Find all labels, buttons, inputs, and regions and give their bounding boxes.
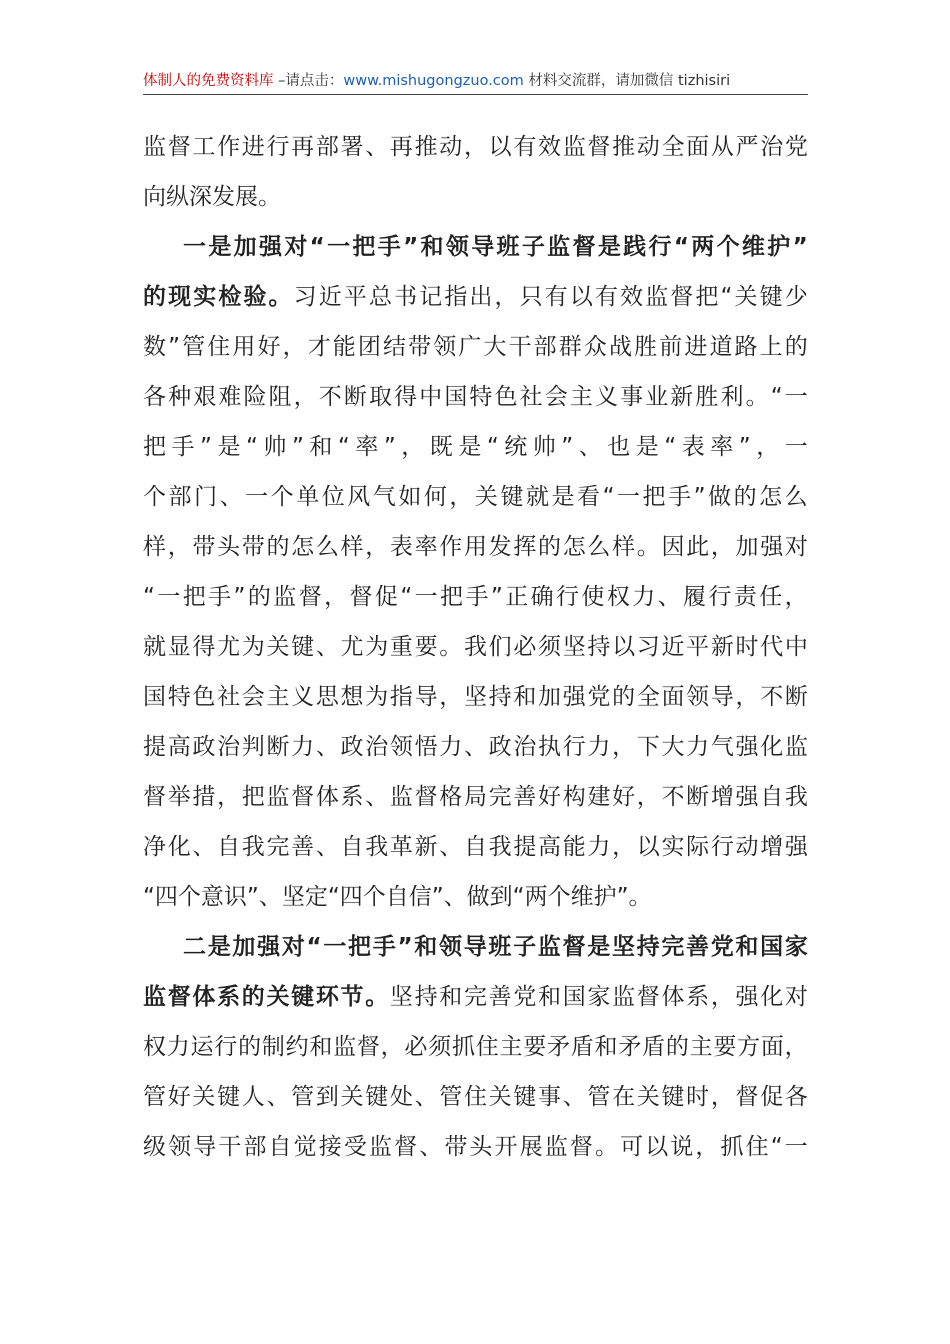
header-note: 材料交流群，请加微信 tizhisiri (523, 73, 731, 89)
text-line: 提 高 政 治 判 断 力 、 政 治 领 悟 力 、 政 治 执 行 力 ， 下 大 力 气 强 化 监 (143, 734, 808, 760)
text-line: 数 ” 管 住 用 好 ， 才 能 团 结 带 领 广 大 干 部 群 众 战 胜 前 进 道 路 上 的 (143, 334, 808, 360)
text-line: 一 是 加 强 对 “ 一 把 手 ” 和 领 导 班 子 监 督 是 践 行 “ 两 个 维 护 ” (183, 234, 808, 260)
text-line: 督 举 措 ， 把 监 督 体 系 、 监 督 格 局 完 善 好 构 建 好 ， 不 断 增 强 自 我 (143, 784, 808, 810)
text-line: 把 手 ” 是 “ 帅 ” 和 “ 率 ” ， 既 是 “ 统 帅 ” 、 也 是 “ 表 率 ” ， 一 (143, 434, 808, 460)
text-line: “四个意识”、坚定“四个自信”、做到“两个维护”。 (143, 884, 652, 910)
text-line: 管 好 关 键 人 、 管 到 关 键 处 、 管 住 关 键 事 、 管 在 关 键 时 ， 督 促 各 (143, 1084, 808, 1110)
text-line: “ 一 把 手 ” 的 监 督 ， 督 促 “ 一 把 手 ” 正 确 行 使 权 力 、 履 行 责 任 ， (143, 584, 808, 610)
text-line: 向纵深发展。 (143, 184, 281, 210)
document-body (143, 122, 808, 1172)
text-line: 各 种 艰 难 险 阻 ， 不 断 取 得 中 国 特 色 社 会 主 义 事 业 新 胜 利 。 “ 一 (143, 384, 808, 410)
text-line: 级 领 导 干 部 自 觉 接 受 监 督 、 带 头 开 展 监 督 。 可 以 说 ， 抓 住 “ 一 (143, 1134, 808, 1160)
text-line: 个 部 门 、 一 个 单 位 风 气 如 何 ， 关 键 就 是 看 “ 一 把 手 ” 做 的 怎 么 (143, 484, 808, 510)
text-line: 监 督 工 作 进 行 再 部 署 、 再 推 动 ， 以 有 效 监 督 推 动 全 面 从 严 治 党 (143, 134, 808, 160)
header-prompt: –请点击： (273, 73, 344, 89)
text-line: 的 现 实 检 验 。 习 近 平 总 书 记 指 出 ， 只 有 以 有 效 监 督 把 “ 关 键 少 (143, 284, 808, 310)
text-line: 净 化 、 自 我 完 善 、 自 我 革 新 、 自 我 提 高 能 力 ， 以 实 际 行 动 增 强 (143, 834, 808, 860)
header-link[interactable]: www.mishugongzuo.com (343, 73, 524, 89)
text-line: 样 ， 带 头 带 的 怎 么 样 ， 表 率 作 用 发 挥 的 怎 么 样 。 因 此 ， 加 强 对 (143, 534, 808, 560)
page-header (143, 70, 808, 95)
text-line: 国 特 色 社 会 主 义 思 想 为 指 导 ， 坚 持 和 加 强 党 的 全 面 领 导 ， 不 断 (143, 684, 808, 710)
text-line: 监 督 体 系 的 关 键 环 节 。 坚 持 和 完 善 党 和 国 家 监 督 体 系 ， 强 化 对 (143, 984, 808, 1010)
text-line: 二 是 加 强 对 “ 一 把 手 ” 和 领 导 班 子 监 督 是 坚 持 完 善 党 和 国 家 (183, 934, 808, 960)
header-brand: 体制人的免费资料库 (143, 73, 274, 89)
text-line: 权 力 运 行 的 制 约 和 监 督 ， 必 须 抓 住 主 要 矛 盾 和 矛 盾 的 主 要 方 面 ， (143, 1034, 808, 1060)
text-line: 就 显 得 尤 为 关 键 、 尤 为 重 要 。 我 们 必 须 坚 持 以 习 近 平 新 时 代 中 (143, 634, 808, 660)
